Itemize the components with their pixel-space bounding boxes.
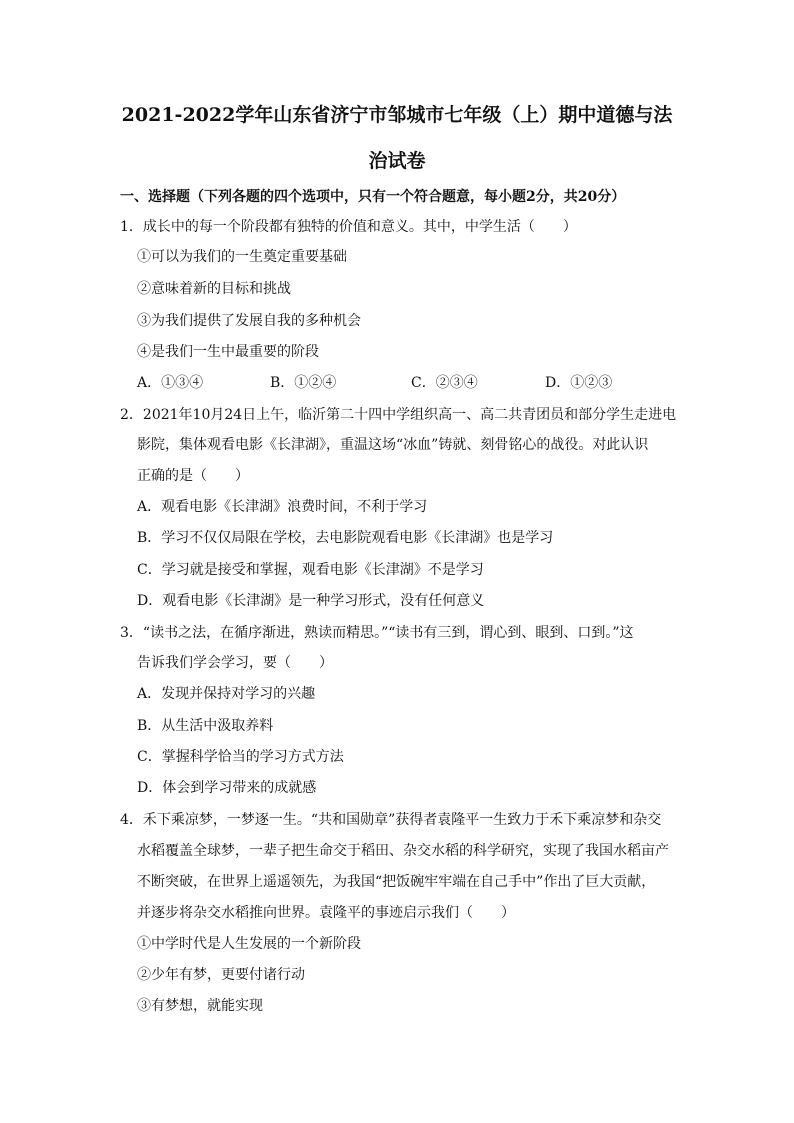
section-heading: 一、选择题（下列各题的四个选项中，只有一个符合题意，每小题2分，共20分） xyxy=(120,189,626,205)
question-3-option-d: D．体会到学习带来的成就感 xyxy=(137,780,317,796)
question-4-statement-1: ①中学时代是人生发展的一个新阶段 xyxy=(137,936,361,952)
question-2-stem-line-1: 2．2021年10月24日上午，临沂第二十四中学组织高一、高二共青团员和部分学生走进电 xyxy=(120,407,677,423)
question-1-statement-3: ③为我们提供了发展自我的多种机会 xyxy=(137,313,361,329)
question-2-stem-line-3: 正确的是（ ） xyxy=(137,468,249,484)
question-4-statement-2: ②少年有梦，更要付诸行动 xyxy=(137,967,305,983)
question-4-statement-3: ③有梦想，就能实现 xyxy=(137,998,263,1014)
question-3-stem-line-1: 3．“读书之法，在循序渐进，熟读而精思。”“读书有三到，谓心到、眼到、口到。”这 xyxy=(120,625,634,641)
question-3-stem-line-2: 告诉我们学会学习，要（ ） xyxy=(137,655,333,671)
question-3-option-b: B．从生活中汲取养料 xyxy=(137,718,274,734)
question-1-statement-1: ①可以为我们的一生奠定重要基础 xyxy=(137,249,347,265)
question-1-choice-b: B．①②④ xyxy=(270,375,337,391)
question-2-option-b: B．学习不仅仅局限在学校，去电影院观看电影《长津湖》也是学习 xyxy=(137,530,554,546)
question-2-stem-line-2: 影院，集体观看电影《长津湖》，重温这场“冰血”铸就、刻骨铭心的战役。对此认识 xyxy=(137,437,649,453)
question-1-choice-c: C．②③④ xyxy=(411,375,478,391)
question-1-stem-line: 1．成长中的每一个阶段都有独特的价值和意义。其中，中学生活（ ） xyxy=(120,219,577,235)
question-4-stem-line-3: 不断突破，在世界上遥遥领先，为我国“把饭碗牢牢端在自己手中”作出了巨大贡献， xyxy=(137,874,656,890)
question-1-statement-4: ④是我们一生中最重要的阶段 xyxy=(137,344,319,360)
question-2-option-d: D．观看电影《长津湖》是一种学习形式，没有任何意义 xyxy=(137,593,485,609)
question-4-stem-line-4: 并逐步将杂交水稻推向世界。袁隆平的事迹启示我们（ ） xyxy=(137,905,515,921)
question-3-option-c: C．掌握科学恰当的学习方式方法 xyxy=(137,749,344,765)
question-3-option-a: A．发现并保持对学习的兴趣 xyxy=(137,686,316,702)
question-1-choice-a: A．①③④ xyxy=(137,375,204,391)
question-2-option-c: C．学习就是接受和掌握，观看电影《长津湖》不是学习 xyxy=(137,562,484,578)
question-4-stem-line-2: 水稻覆盖全球梦，一辈子把生命交于稻田、杂交水稻的科学研究，实现了我国水稻亩产 xyxy=(137,843,669,859)
question-2-option-a: A．观看电影《长津湖》浪费时间，不利于学习 xyxy=(137,499,428,515)
exam-title-line-1: 2021-2022学年山东省济宁市邹城市七年级（上）期中道德与法 xyxy=(121,104,673,126)
question-4-stem-line-1: 4．禾下乘凉梦，一梦逐一生。“共和国勋章”获得者袁隆平一生致力于禾下乘凉梦和杂交 xyxy=(120,812,662,828)
question-1-statement-2: ②意味着新的目标和挑战 xyxy=(137,281,291,297)
question-1-choice-d: D．①②③ xyxy=(545,375,613,391)
exam-title-line-2: 治试卷 xyxy=(368,150,426,172)
